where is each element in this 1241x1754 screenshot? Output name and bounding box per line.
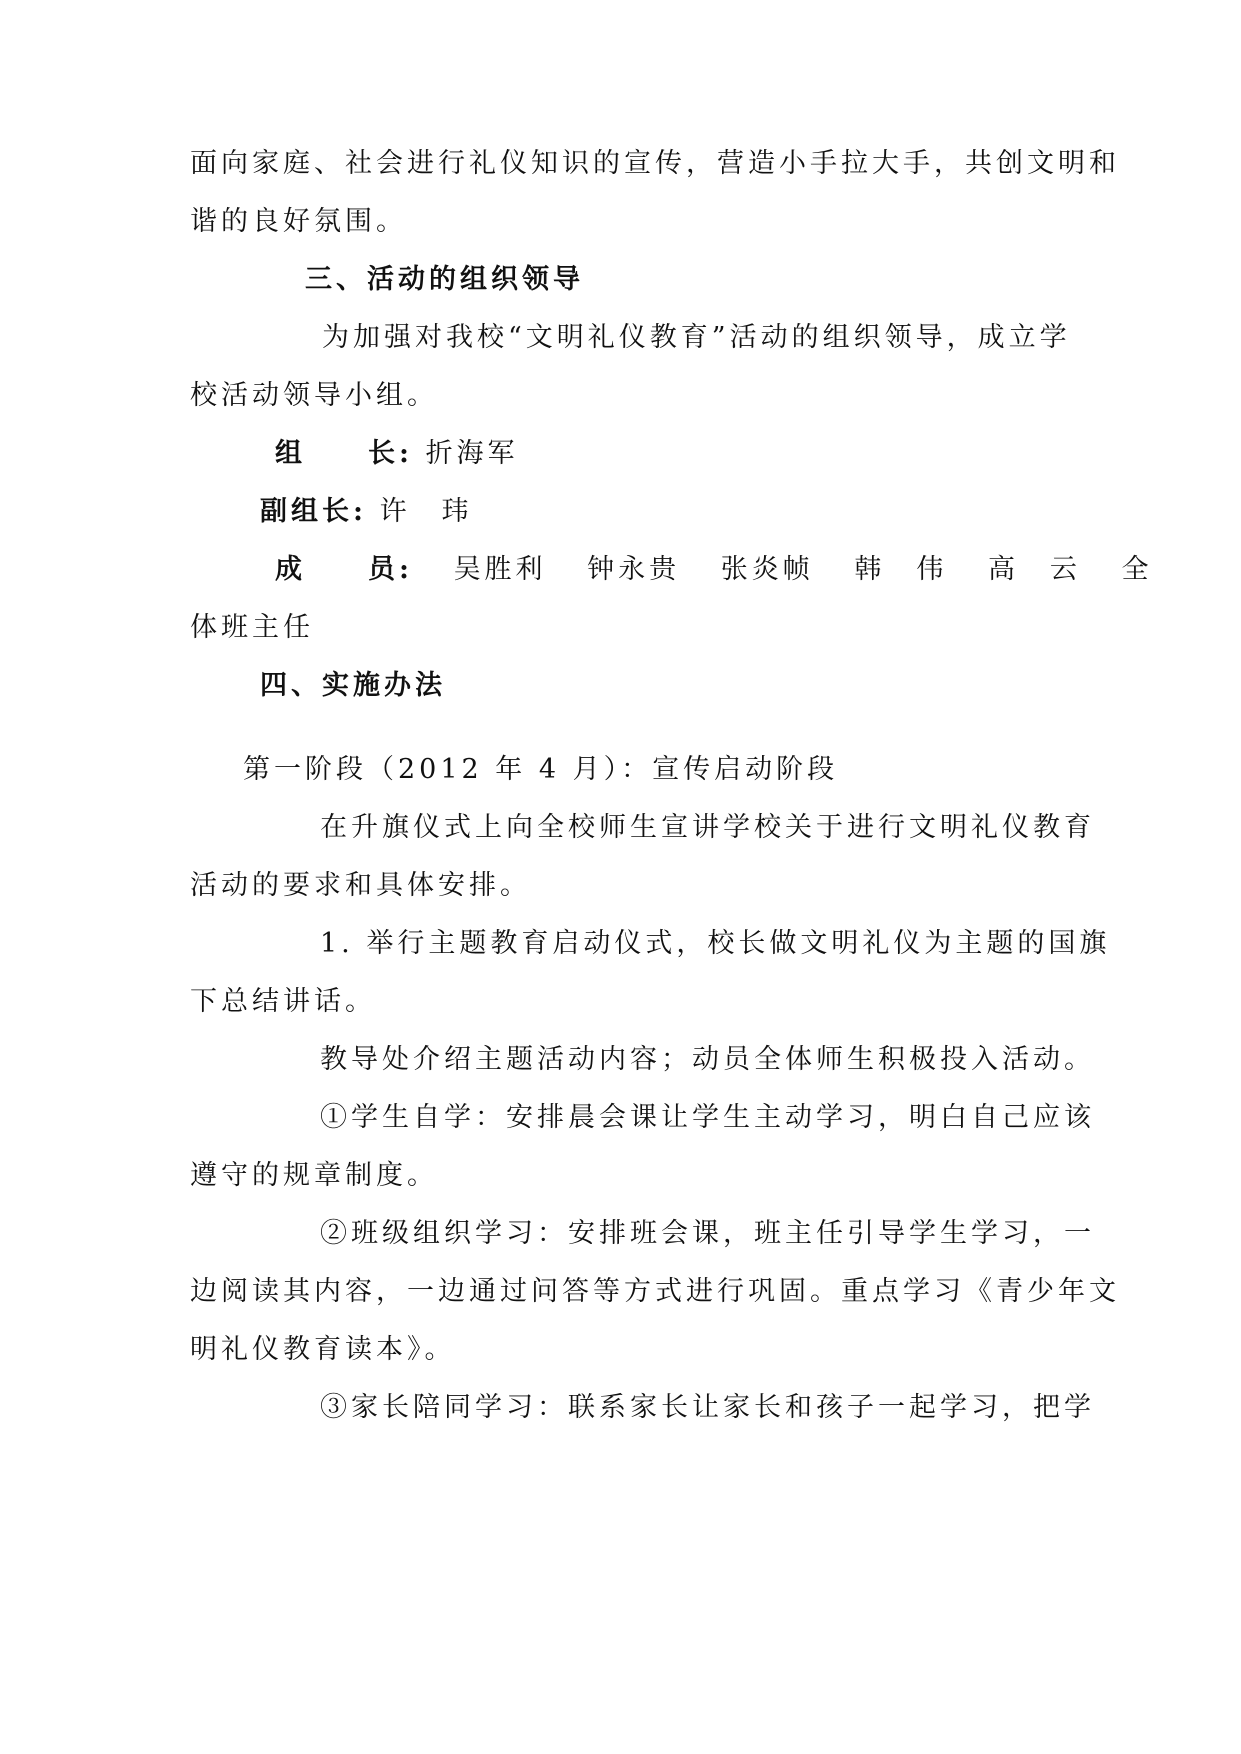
paragraph-line: 活动的要求和具体安排。 (190, 870, 531, 901)
member-name: 钟永贵 (587, 554, 681, 585)
paragraph-line: 谐的良好氛围。 (190, 206, 407, 237)
member-name: 吴胜利 (453, 554, 547, 585)
members-row (275, 552, 1181, 588)
paragraph-line: 面向家庭、社会进行礼仪知识的宣传，营造小手拉大手，共创文明和 (190, 148, 1120, 179)
paragraph-line: 边阅读其内容，一边通过问答等方式进行巩固。重点学习《青少年文 (190, 1276, 1120, 1307)
member-name: 全 (1121, 554, 1153, 585)
paragraph-line: ①学生自学：安排晨会课让学生主动学习，明白自己应该 (320, 1102, 1095, 1133)
leader-name: 折海军 (425, 438, 519, 469)
paragraph-line: 体班主任 (190, 612, 314, 643)
paragraph-line: 1. 举行主题教育启动仪式，校长做文明礼仪为主题的国旗 (320, 928, 1111, 959)
leader-label: 组 长: (275, 438, 413, 469)
member-name: 张炎帧 (720, 554, 814, 585)
paragraph-line: 为加强对我校“文明礼仪教育”活动的组织领导，成立学 (322, 322, 1071, 353)
paragraph-line: 校活动领导小组。 (190, 380, 438, 411)
paragraph-line: 教导处介绍主题活动内容；动员全体师生积极投入活动。 (320, 1044, 1095, 1075)
section-heading-3: 三、活动的组织领导 (305, 264, 584, 295)
paragraph-line: ②班级组织学习：安排班会课，班主任引导学生学习，一 (320, 1218, 1095, 1249)
deputy-name: 许 玮 (379, 496, 473, 527)
section-heading-4: 四、实施办法 (260, 670, 446, 701)
paragraph-line: 遵守的规章制度。 (190, 1160, 438, 1191)
member-name: 高 云 (987, 554, 1081, 585)
deputy-row (260, 494, 473, 530)
paragraph-line: 明礼仪教育读本》。 (190, 1334, 456, 1365)
paragraph-line: 下总结讲话。 (190, 986, 376, 1017)
stage-heading: 第一阶段（2012 年 4 月）：宣传启动阶段 (243, 754, 839, 785)
members-label: 成 员: (275, 554, 413, 585)
member-name: 韩 伟 (854, 554, 948, 585)
paragraph-line: ③家长陪同学习：联系家长让家长和孩子一起学习，把学 (320, 1392, 1095, 1423)
leader-row (275, 436, 519, 472)
deputy-label: 副组长: (260, 496, 367, 527)
paragraph-line: 在升旗仪式上向全校师生宣讲学校关于进行文明礼仪教育 (320, 812, 1095, 843)
